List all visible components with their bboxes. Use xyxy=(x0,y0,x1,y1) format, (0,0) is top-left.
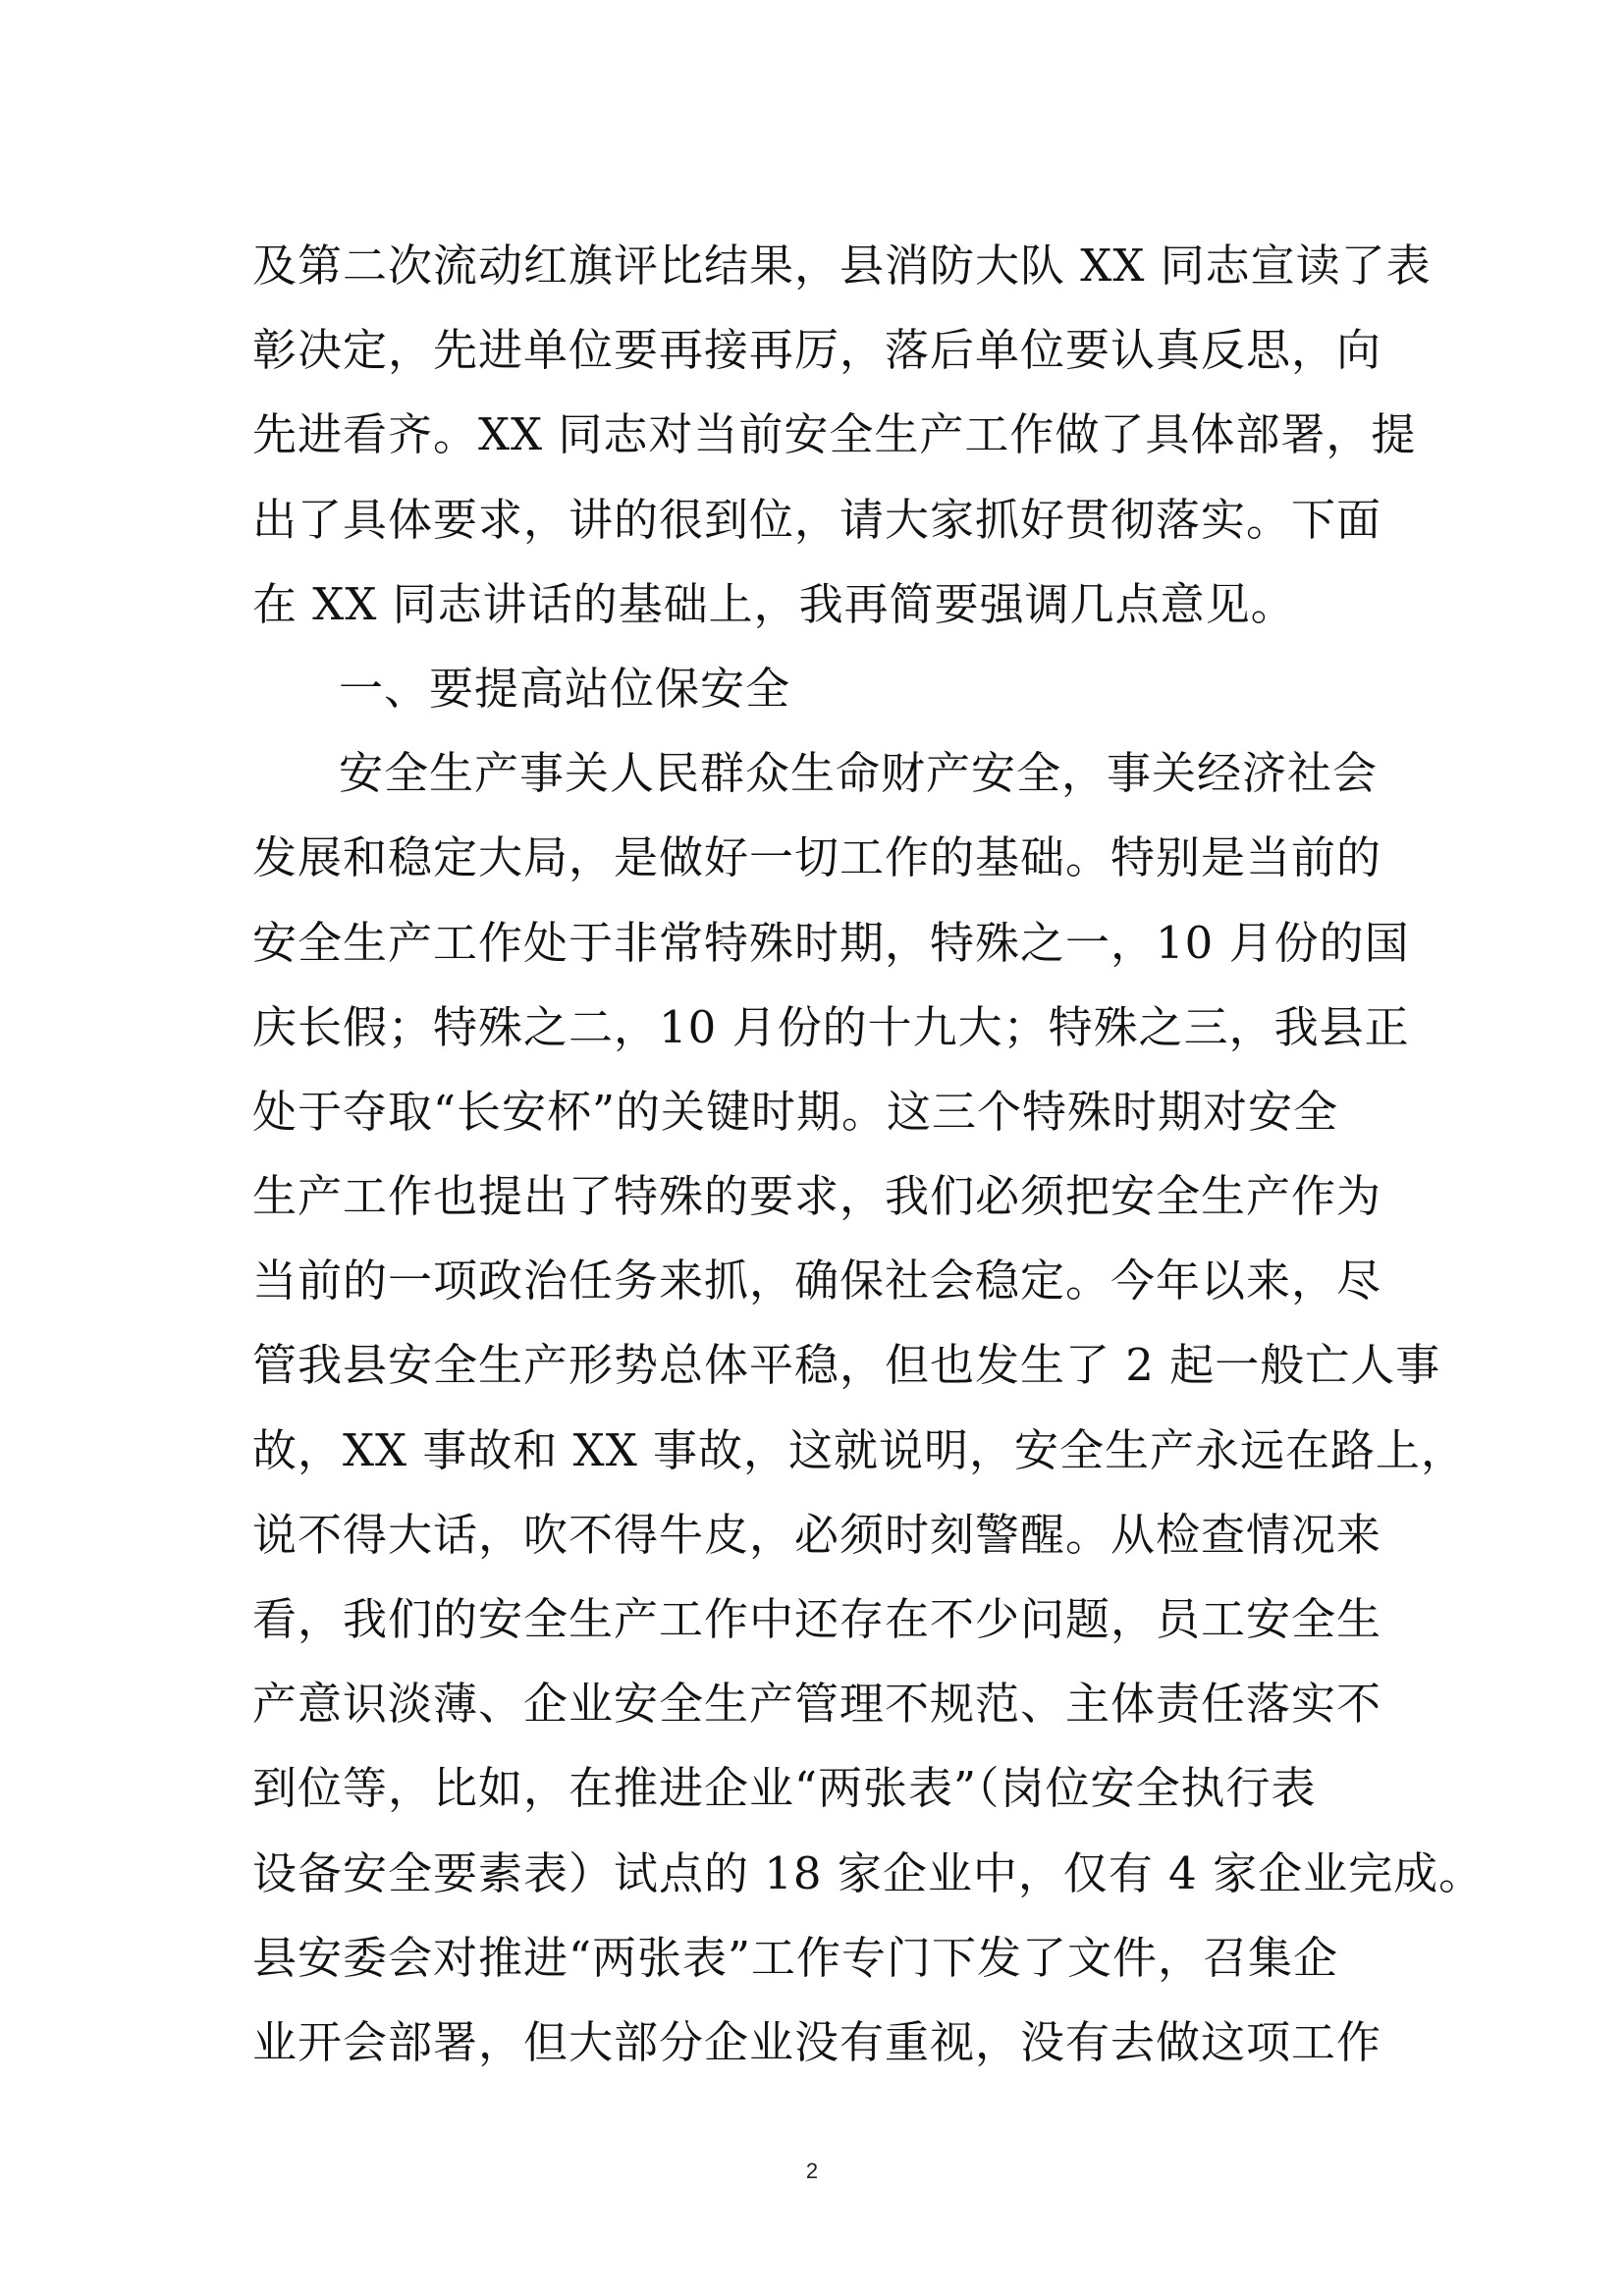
paragraph-first-line: 安全生产事关人民群众生命财产安全，事关经济社会 xyxy=(339,747,1379,800)
text-line: 在 XX 同志讲话的基础上，我再简要强调几点意见。 xyxy=(252,577,1296,630)
body-text xyxy=(252,224,1485,2085)
text-line: 处于夺取“长安杯”的关键时期。这三个特殊时期对安全 xyxy=(252,1085,1339,1138)
text-line: 故，XX 事故和 XX 事故，这就说明，安全生产永远在路上， xyxy=(252,1423,1467,1476)
text-line: 当前的一项政治任务来抓，确保社会稳定。今年以来，尽 xyxy=(252,1255,1382,1308)
text-line: 设备安全要素表）试点的 18 家企业中，仅有 4 家企业完成。 xyxy=(252,1846,1485,1899)
text-line: 管我县安全生产形势总体平稳，但也发生了 2 起一般亡人事 xyxy=(252,1339,1441,1392)
text-line: 业开会部署，但大部分企业没有重视，没有去做这项工作 xyxy=(252,2015,1382,2068)
text-line: 及第二次流动红旗评比结果，县消防大队 XX 同志宣读了表 xyxy=(252,240,1432,292)
text-line: 看，我们的安全生产工作中还存在不少问题，员工安全生 xyxy=(252,1593,1382,1645)
text-line: 县安委会对推进“两张表”工作专门下发了文件，召集企 xyxy=(252,1931,1339,1984)
text-line: 安全生产工作处于非常特殊时期，特殊之一，10 月份的国 xyxy=(252,916,1410,969)
text-line: 庆长假；特殊之二，10 月份的十九大；特殊之三，我县正 xyxy=(252,1000,1410,1053)
text-line: 发展和稳定大局，是做好一切工作的基础。特别是当前的 xyxy=(252,831,1382,884)
text-line: 生产工作也提出了特殊的要求，我们必须把安全生产作为 xyxy=(252,1170,1382,1223)
text-line: 先进看齐。XX 同志对当前安全生产工作做了具体部署，提 xyxy=(252,408,1417,461)
text-line: 到位等，比如，在推进企业“两张表”（岗位安全执行表 xyxy=(252,1762,1317,1815)
page-number: 2 xyxy=(805,2159,819,2183)
text-line: 产意识淡薄、企业安全生产管理不规范、主体责任落实不 xyxy=(252,1678,1382,1731)
text-line: 彰决定，先进单位要再接再厉，落后单位要认真反思，向 xyxy=(252,324,1382,377)
section-heading: 一、要提高站位保安全 xyxy=(339,662,791,715)
text-line: 说不得大话，吹不得牛皮，必须时刻警醒。从检查情况来 xyxy=(252,1508,1382,1561)
text-line: 出了具体要求，讲的很到位，请大家抓好贯彻落实。下面 xyxy=(252,493,1382,546)
